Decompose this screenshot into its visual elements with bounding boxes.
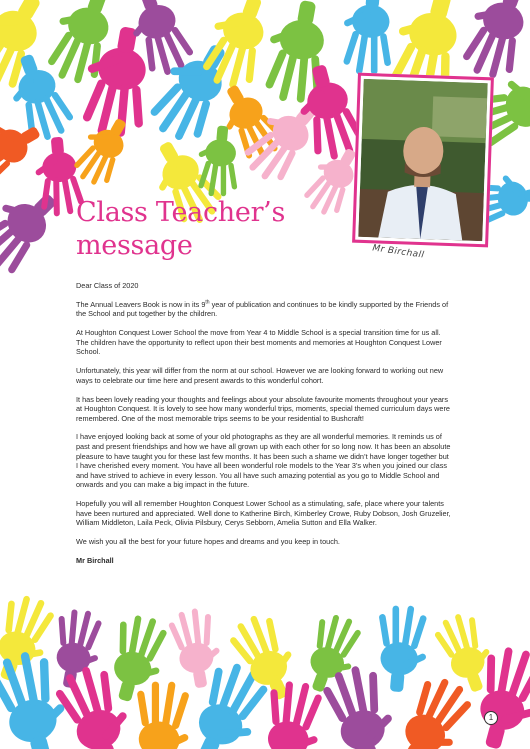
page-number: 1: [484, 711, 498, 725]
paragraph-5: I have enjoyed looking back at some of your old photographs as they are all wonderful memories. It reminds us of past and present friendships and how we have all grown up with each other for so long now. It has been an absolute pleasure to have taught you for these last few months. It has been such a shame we didn’t have longer together but I have cherished every moment. You have all been wonderful role models to the Year 3’s when you joined our class and have strived to achieve in every lesson. You all have such amazing potential as you go to Middle School and onwards and you can make a big impact in the future.: [76, 432, 451, 490]
paragraph-3: Unfortunately, this year will differ from the norm at our school. However we are looking forward to working out new ways to celebrate our time here and present awards to this wonderful cohort.: [76, 366, 444, 385]
teacher-photo: [352, 73, 494, 248]
paragraph-6: Hopefully you will all remember Houghton Conquest Lower School as a stimulating, safe, place where your talents have been nurtured and appreciated. Well done to Katherine Birch, Kimberley Crowe, Ruby Dobson, Josh Gruzelier, William Middleton, Laila Peck, Olivia Pilsbury, Cerys Sebborn, Amelia Sutton and Ella Walker.: [76, 499, 451, 528]
photo-caption: Mr Birchall: [371, 243, 425, 261]
paragraph-1-start: The Annual Leavers Book is now in its 9: [76, 299, 206, 309]
paragraph-1: [76, 300, 452, 319]
signoff: Mr Birchall: [76, 555, 114, 565]
teacher-photo-image: [358, 79, 487, 241]
paragraph-1-end: year of publication and continues to be kindly supported by the Friends of the School and put together by the children.: [76, 299, 449, 319]
paragraph-2: At Houghton Conquest Lower School the move from Year 4 to Middle School is a special transition time for us all. The children have the opportunity to reflect upon their best moments and memories at Houghton Conquest Lower School.: [76, 328, 442, 357]
title-line-2: message: [76, 230, 193, 261]
ordinal-suffix: th: [205, 299, 210, 306]
title-line-1: Class Teacher’s: [76, 197, 286, 228]
page-title: [76, 196, 285, 262]
paragraph-7: We wish you all the best for your future hopes and dreams and you keep in touch.: [76, 537, 340, 547]
letter-body: [76, 281, 452, 575]
paragraph-4: It has been lovely reading your thoughts and feelings about your absolute favourite moments throughout your years at Houghton Conquest. It is lovely to see how many wonderful trips, moments, special themed curriculum days were remembered. One of the most memorable trips seems to be your residential to Bushcraft!: [76, 394, 450, 423]
salutation: Dear Class of 2020: [76, 281, 139, 290]
